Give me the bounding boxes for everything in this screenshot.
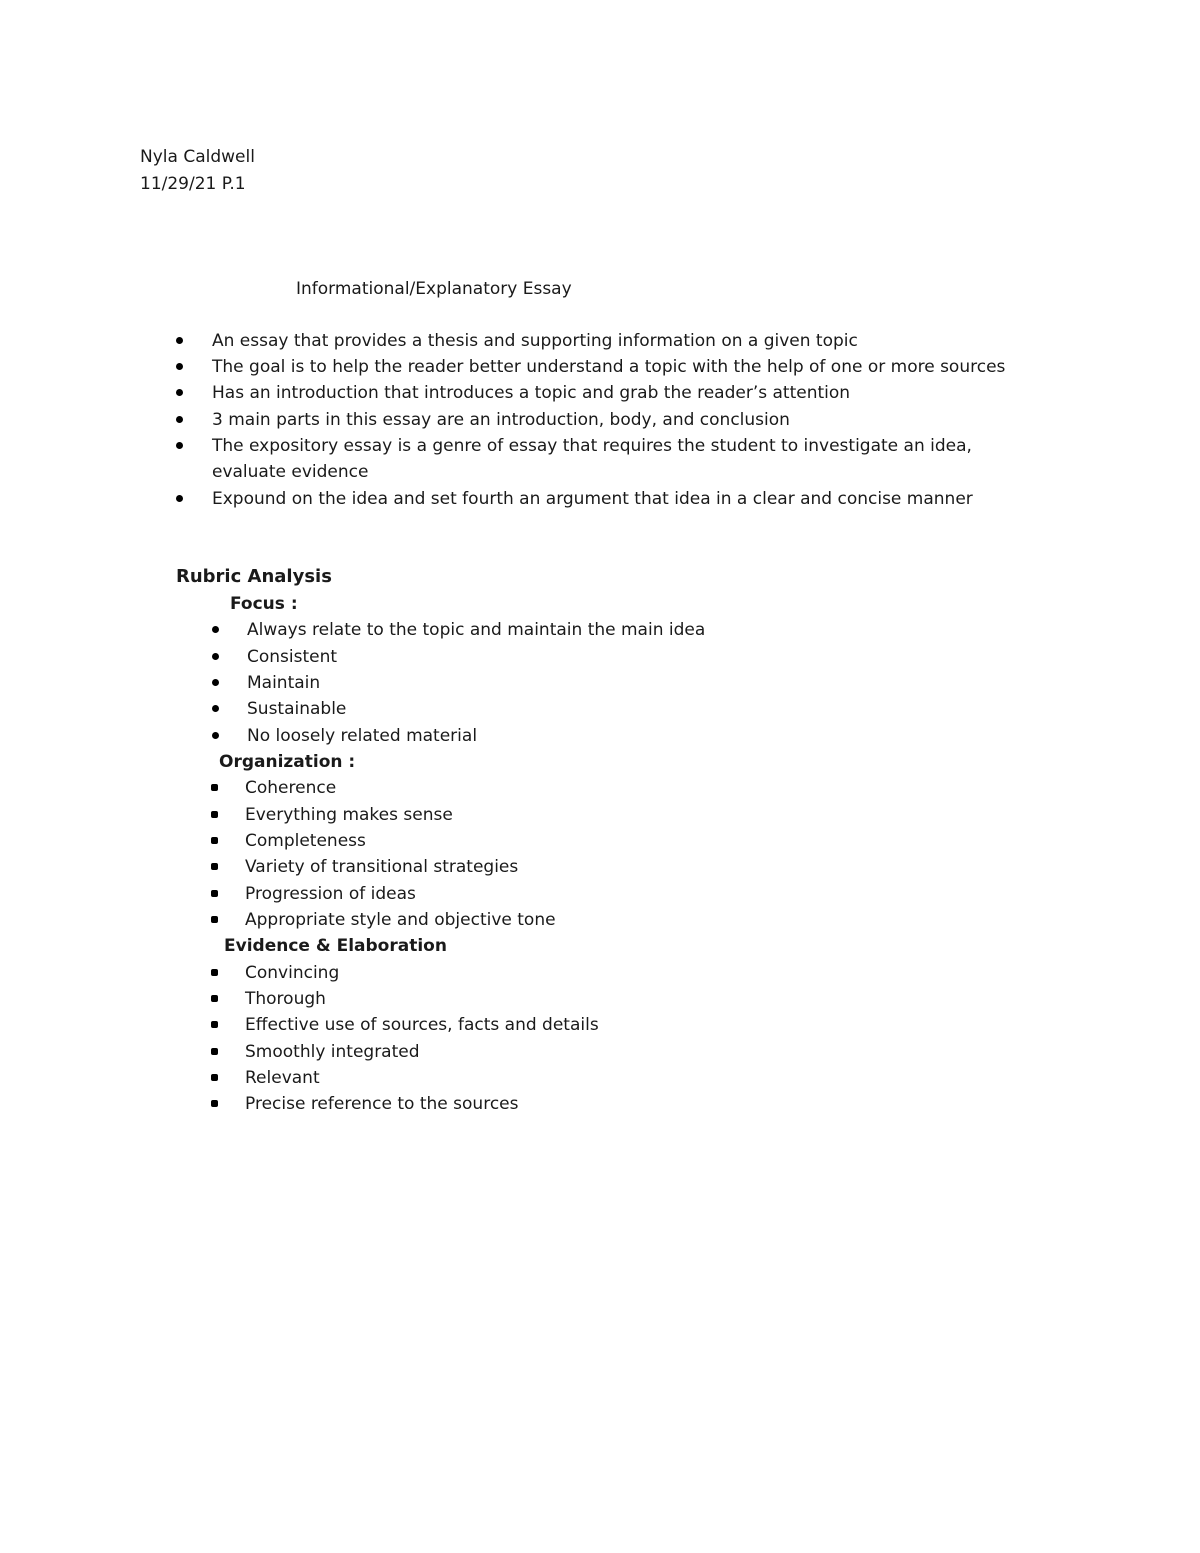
list-item: Completeness: [245, 831, 366, 851]
list-item: Progression of ideas: [245, 884, 416, 904]
list-item: Everything makes sense: [245, 805, 453, 825]
bullet-icon: [211, 863, 218, 870]
list-item: 3 main parts in this essay are an introduction, body, and conclusion: [212, 410, 790, 430]
bullet-icon: [176, 442, 183, 449]
list-item: Coherence: [245, 778, 337, 798]
list-item: An essay that provides a thesis and supporting information on a given topic: [212, 331, 858, 351]
bullet-icon: [212, 705, 219, 712]
rubric-title: Rubric Analysis: [176, 566, 332, 587]
bullet-icon: [211, 1100, 218, 1107]
bullet-icon: [212, 679, 219, 686]
list-item: Maintain: [247, 673, 321, 693]
list-item: Thorough: [245, 989, 326, 1009]
list-item: Expound on the idea and set fourth an argument that idea in a clear and concise manner: [212, 489, 973, 509]
bullet-icon: [211, 1074, 218, 1081]
bullet-icon: [212, 626, 219, 633]
bullet-icon: [212, 732, 219, 739]
bullet-icon: [212, 653, 219, 660]
list-item: Precise reference to the sources: [245, 1094, 519, 1114]
list-item: Convincing: [245, 963, 340, 983]
bullet-icon: [211, 1048, 218, 1055]
list-item: Variety of transitional strategies: [245, 857, 519, 877]
focus-heading: Focus :: [230, 594, 298, 614]
list-item: The goal is to help the reader better understand a topic with the help of one or more sources: [212, 357, 1006, 377]
list-item: Always relate to the topic and maintain the main idea: [247, 620, 706, 640]
organization-heading: Organization :: [219, 752, 356, 772]
student-name: Nyla Caldwell: [140, 147, 255, 167]
bullet-icon: [176, 337, 183, 344]
list-item: Smoothly integrated: [245, 1042, 420, 1062]
bullet-icon: [211, 1021, 218, 1028]
bullet-icon: [176, 416, 183, 423]
bullet-icon: [211, 890, 218, 897]
bullet-icon: [211, 969, 218, 976]
bullet-icon: [211, 916, 218, 923]
list-item: Has an introduction that introduces a topic and grab the reader’s attention: [212, 383, 851, 403]
list-item: The expository essay is a genre of essay that requires the student to investigate an idea,: [212, 436, 972, 456]
list-item: Sustainable: [247, 699, 347, 719]
list-item: Relevant: [245, 1068, 320, 1088]
list-item: No loosely related material: [247, 726, 478, 746]
essay-title: Informational/Explanatory Essay: [296, 279, 572, 299]
bullet-icon: [176, 389, 183, 396]
list-item: Consistent: [247, 647, 338, 667]
evidence-heading: Evidence & Elaboration: [224, 936, 447, 956]
list-item: Appropriate style and objective tone: [245, 910, 556, 930]
list-item-continuation: evaluate evidence: [212, 462, 369, 482]
bullet-icon: [176, 495, 183, 502]
bullet-icon: [211, 784, 218, 791]
bullet-icon: [176, 363, 183, 370]
date-period: 11/29/21 P.1: [140, 174, 246, 194]
bullet-icon: [211, 837, 218, 844]
list-item: Effective use of sources, facts and details: [245, 1015, 599, 1035]
bullet-icon: [211, 995, 218, 1002]
bullet-icon: [211, 811, 218, 818]
